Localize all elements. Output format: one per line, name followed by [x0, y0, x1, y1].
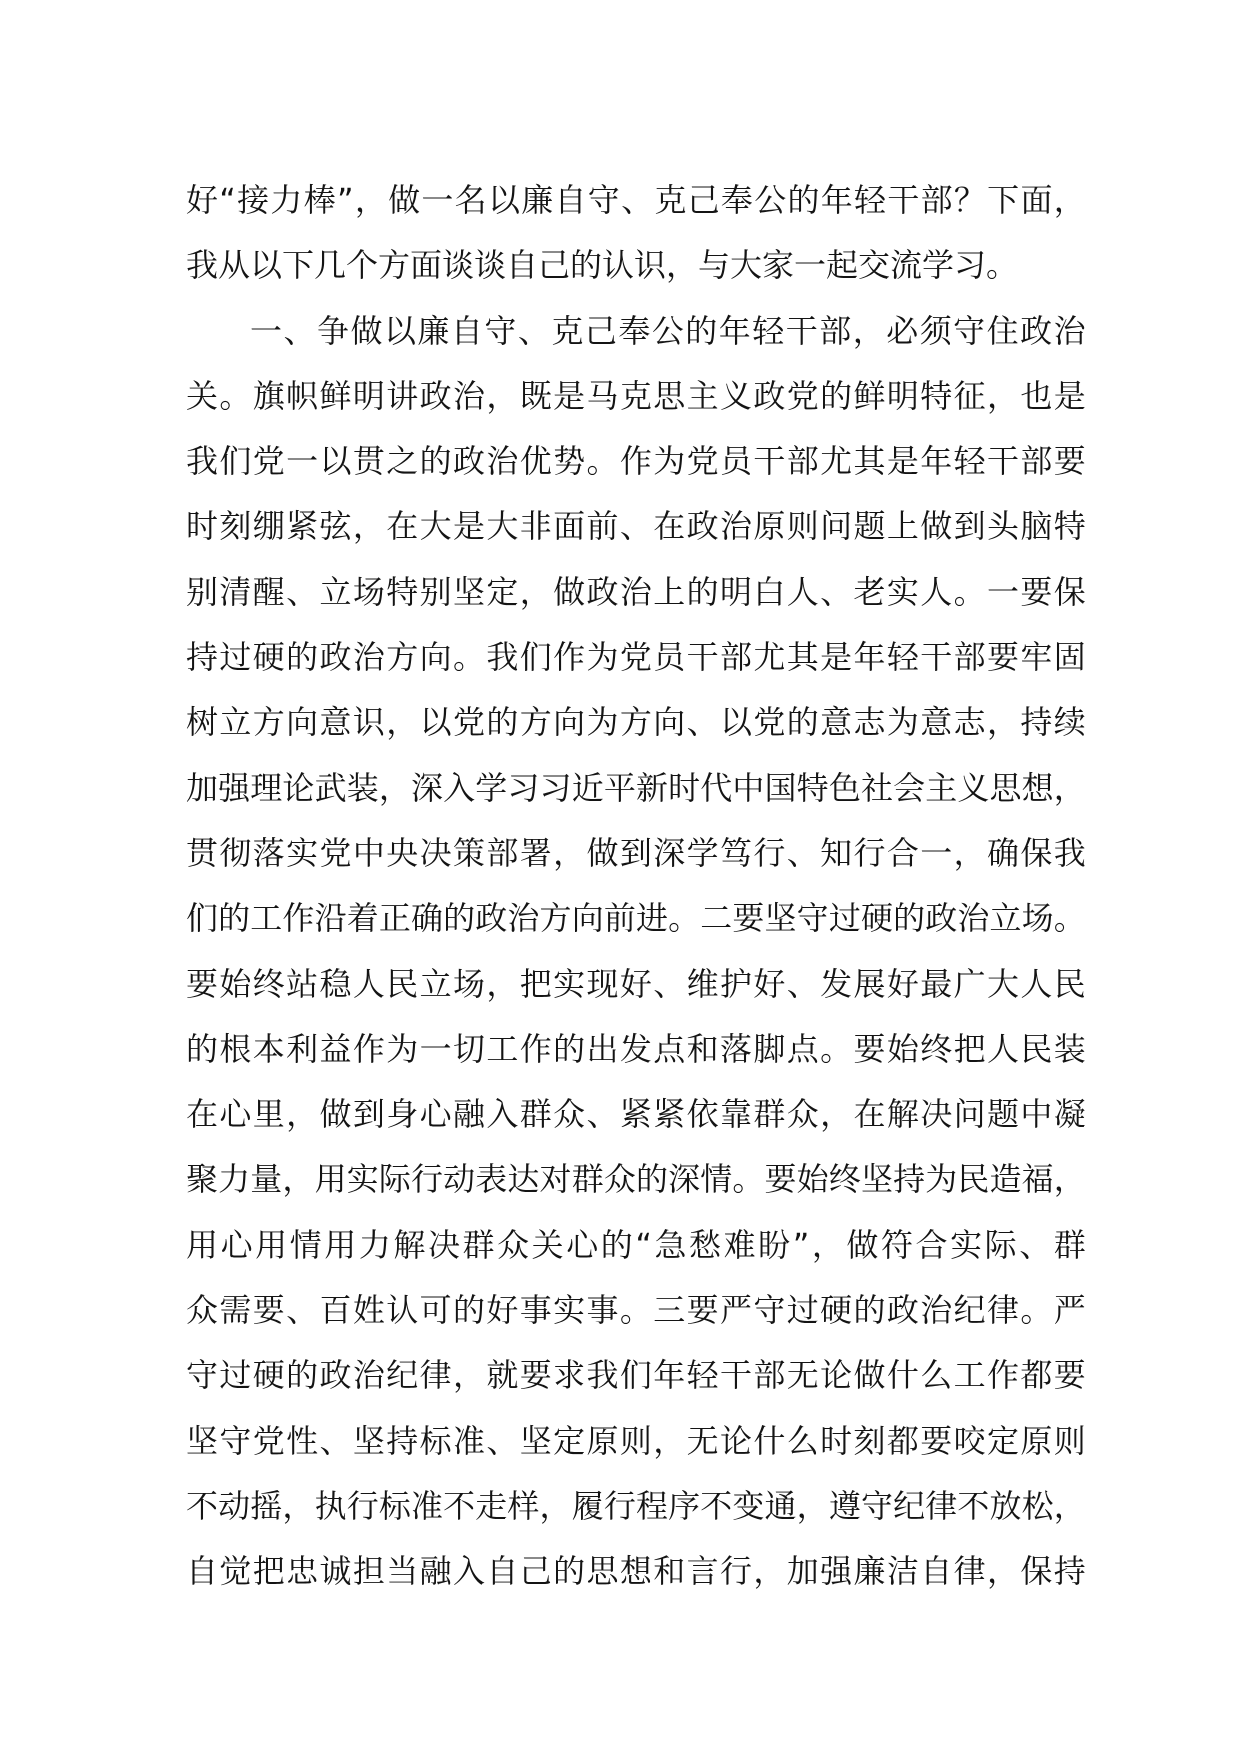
text-line: 好 “ 接 力 棒 ” ， 做 一 名 以 廉 自 守 、 克 己 奉 公 的 年 轻 干 部 ？ 下 面 ，	[186, 181, 1086, 219]
text-line: 别 清 醒 、 立 场 特 别 坚 定 ， 做 政 治 上 的 明 白 人 、 老 实 人 。 一 要 保	[186, 572, 1086, 611]
text-line: 聚 力 量 ， 用 实 际 行 动 表 达 对 群 众 的 深 情 。 要 始 终 坚 持 为 民 造 福 ，	[186, 1160, 1086, 1199]
text-line: 坚 守 党 性 、 坚 持 标 准 、 坚 定 原 则 ， 无 论 什 么 时 刻 都 要 咬 定 原 则	[186, 1421, 1086, 1460]
text-line: 用 心 用 情 用 力 解 决 群 众 关 心 的 “ 急 愁 难 盼 ” ， 做 符 合 实 际 、 群	[186, 1225, 1086, 1264]
text-line: 守 过 硬 的 政 治 纪 律 ， 就 要 求 我 们 年 轻 干 部 无 论 做 什 么 工 作 都 要	[186, 1356, 1086, 1395]
text-line: 我 们 党 一 以 贯 之 的 政 治 优 势 。 作 为 党 员 干 部 尤 其 是 年 轻 干 部 要	[186, 442, 1086, 481]
text-line: 一 、 争 做 以 廉 自 守 、 克 己 奉 公 的 年 轻 干 部 ， 必 须 守 住 政 治	[250, 311, 1086, 350]
text-line: 我从以下几个方面谈谈自己的认识，与大家一起交流学习。	[186, 246, 1019, 285]
text-line: 树 立 方 向 意 识 ， 以 党 的 方 向 为 方 向 、 以 党 的 意 志 为 意 志 ， 持 续	[186, 703, 1086, 742]
text-line: 的 根 本 利 益 作 为 一 切 工 作 的 出 发 点 和 落 脚 点 。 要 始 终 把 人 民 装	[186, 1029, 1086, 1068]
text-line: 贯 彻 落 实 党 中 央 决 策 部 署 ， 做 到 深 学 笃 行 、 知 行 合 一 ， 确 保 我	[186, 833, 1086, 872]
text-line: 不 动 摇 ， 执 行 标 准 不 走 样 ， 履 行 程 序 不 变 通 ， 遵 守 纪 律 不 放 松 ，	[186, 1486, 1086, 1525]
text-line: 众 需 要 、 百 姓 认 可 的 好 事 实 事 。 三 要 严 守 过 硬 的 政 治 纪 律 。 严	[186, 1291, 1086, 1330]
text-line: 自 觉 把 忠 诚 担 当 融 入 自 己 的 思 想 和 言 行 ， 加 强 廉 洁 自 律 ， 保 持	[186, 1552, 1086, 1591]
body-text	[186, 168, 1086, 1605]
text-line: 要 始 终 站 稳 人 民 立 场 ， 把 实 现 好 、 维 护 好 、 发 展 好 最 广 大 人 民	[186, 964, 1086, 1003]
text-line: 持 过 硬 的 政 治 方 向 。 我 们 作 为 党 员 干 部 尤 其 是 年 轻 干 部 要 牢 固	[186, 638, 1086, 677]
text-line: 关 。 旗 帜 鲜 明 讲 政 治 ， 既 是 马 克 思 主 义 政 党 的 鲜 明 特 征 ， 也 是	[186, 376, 1086, 415]
text-line: 时 刻 绷 紧 弦 ， 在 大 是 大 非 面 前 、 在 政 治 原 则 问 题 上 做 到 头 脑 特	[186, 507, 1086, 546]
text-line: 们 的 工 作 沿 着 正 确 的 政 治 方 向 前 进 。 二 要 坚 守 过 硬 的 政 治 立 场 。	[186, 899, 1086, 938]
text-line: 加 强 理 论 武 装 ， 深 入 学 习 习 近 平 新 时 代 中 国 特 色 社 会 主 义 思 想 ，	[186, 768, 1086, 807]
text-line: 在 心 里 ， 做 到 身 心 融 入 群 众 、 紧 紧 依 靠 群 众 ， 在 解 决 问 题 中 凝	[186, 1095, 1086, 1134]
